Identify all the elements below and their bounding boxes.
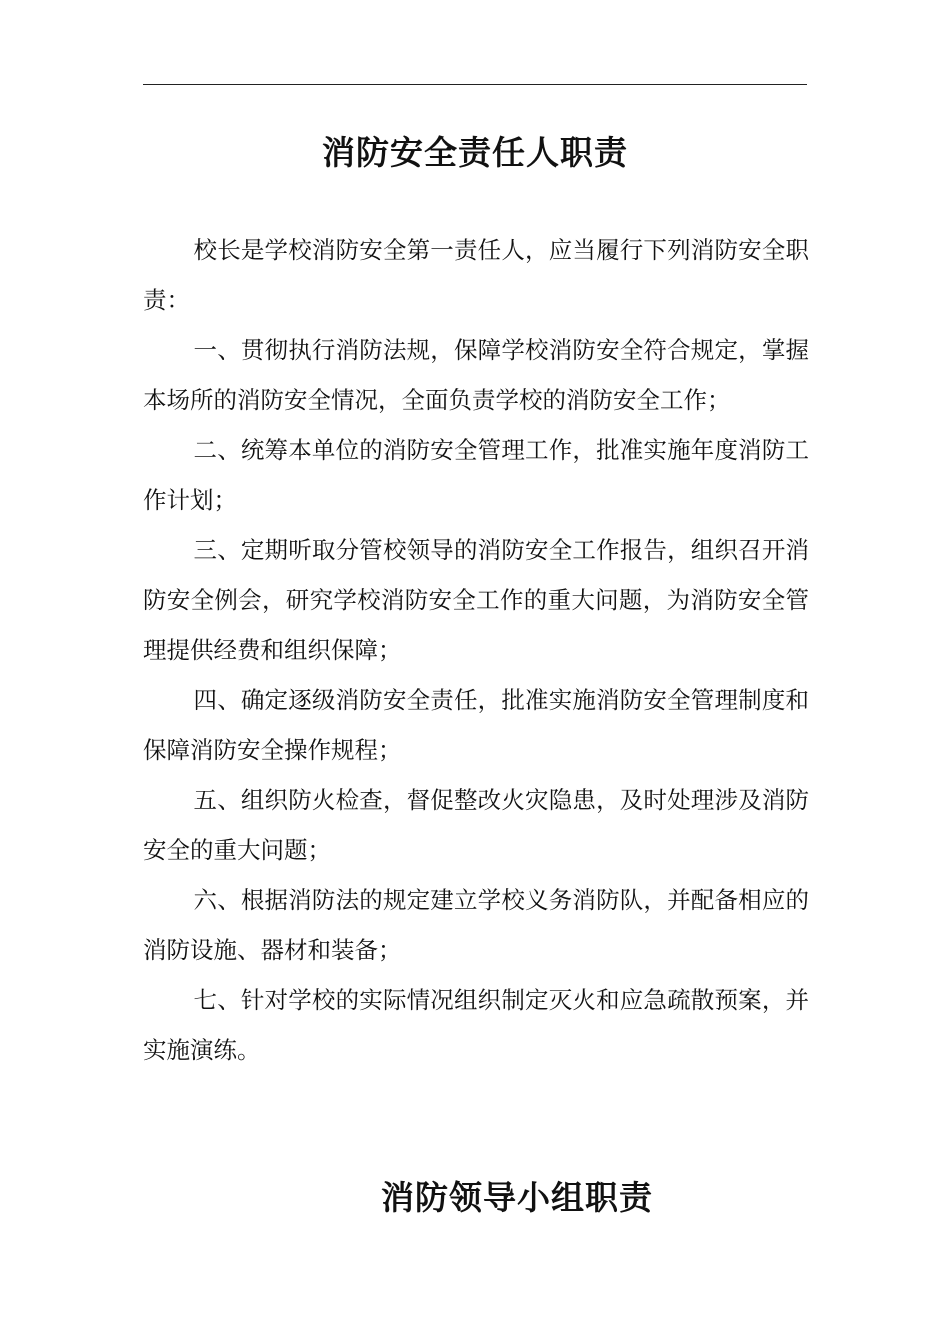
paragraph-item-1: 一、贯彻执行消防法规，保障学校消防安全符合规定，掌握本场所的消防安全情况，全面负责学校的消防安全工作； bbox=[143, 336, 809, 414]
paragraph-intro: 校长是学校消防安全第一责任人，应当履行下列消防安全职责： bbox=[143, 236, 809, 314]
page-title: 消防安全责任人职责 bbox=[322, 133, 628, 172]
document-body bbox=[143, 225, 809, 1075]
section-title: 消防领导小组职责 bbox=[381, 1178, 653, 1217]
header-rule bbox=[143, 84, 807, 85]
paragraph-item-5: 五、组织防火检查，督促整改火灾隐患，及时处理涉及消防安全的重大问题； bbox=[143, 786, 809, 864]
paragraph-item-6: 六、根据消防法的规定建立学校义务消防队，并配备相应的消防设施、器材和装备； bbox=[143, 886, 809, 964]
paragraph-item-4: 四、确定逐级消防安全责任，批准实施消防安全管理制度和保障消防安全操作规程； bbox=[143, 686, 809, 764]
paragraph-item-7: 七、针对学校的实际情况组织制定灭火和应急疏散预案，并实施演练。 bbox=[143, 986, 809, 1064]
paragraph-item-3: 三、定期听取分管校领导的消防安全工作报告，组织召开消防安全例会，研究学校消防安全工作的重大问题，为消防安全管理提供经费和组织保障； bbox=[143, 536, 809, 664]
paragraph-item-2: 二、统筹本单位的消防安全管理工作，批准实施年度消防工作计划； bbox=[143, 436, 809, 514]
